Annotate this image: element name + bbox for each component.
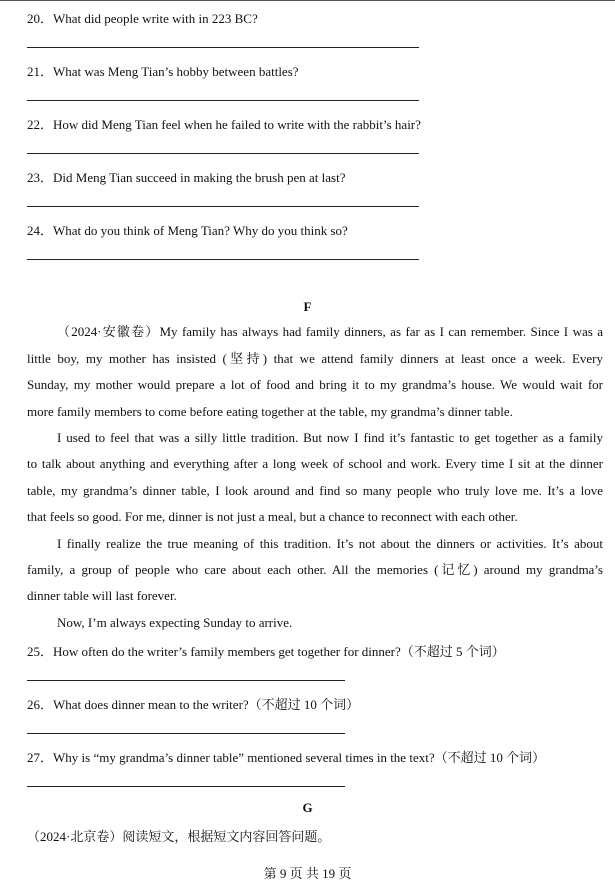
passage-line: Now, I’m always expecting Sunday to arrive.	[57, 615, 293, 630]
question-27	[27, 747, 545, 766]
passage-line: I used to feel that was a silly little tradition. But now I find it’s fantastic to get together as a family	[57, 430, 603, 445]
passage-line: Sunday, my mother would prepare a lot of food and bring it to my grandma’s house. We would wait for	[27, 377, 603, 392]
passage-line: table, my grandma’s dinner table, I look around and find so many people who truly love me. It’s a love	[27, 483, 603, 498]
question-23	[27, 167, 345, 186]
answer-line-25[interactable]	[27, 680, 345, 681]
question-text: How did Meng Tian feel when he failed to write with the rabbit’s hair?	[53, 117, 421, 132]
section-heading-g: G	[302, 800, 313, 815]
passage-line: （2024·安徽卷）My family has always had family dinners, as far as I can remember. Since I was a	[57, 324, 603, 339]
answer-line-21[interactable]	[27, 100, 419, 101]
passage-line: that feels so good. For me, dinner is not just a meal, but a chance to reconnect with each other.	[27, 509, 518, 524]
passage-line: to talk about anything and everything after a long week of school and work. Every time I sit at the dinner	[27, 456, 603, 471]
question-number: 24．	[27, 223, 54, 238]
question-26	[27, 694, 359, 713]
passage-line: more family members to come before eating together at the table, my grandma’s dinner table.	[27, 404, 513, 419]
top-rule	[0, 0, 615, 1]
answer-line-23[interactable]	[27, 206, 419, 207]
section-g-intro: （2024·北京卷）阅读短文，根据短文内容回答问题。	[27, 829, 331, 844]
question-number: 26．	[27, 697, 54, 712]
answer-line-24[interactable]	[27, 259, 419, 260]
question-24	[27, 220, 348, 239]
passage-line: dinner table will last forever.	[27, 588, 177, 603]
question-text: How often do the writer’s family members get together for dinner?（不超过 5 个词）	[53, 644, 505, 659]
question-number: 23．	[27, 170, 54, 185]
question-text: Why is “my grandma’s dinner table” mentioned several times in the text?（不超过 10 个词）	[53, 750, 546, 765]
question-text: Did Meng Tian succeed in making the brush pen at last?	[53, 170, 346, 185]
question-text: What do you think of Meng Tian? Why do you think so?	[53, 223, 348, 238]
question-text: What was Meng Tian’s hobby between battles?	[53, 64, 299, 79]
page-footer: 第 9 页 共 19 页	[263, 866, 352, 881]
question-number: 25．	[27, 644, 54, 659]
question-21	[27, 61, 299, 80]
question-number: 22．	[27, 117, 54, 132]
question-25	[27, 641, 505, 660]
question-number: 21．	[27, 64, 54, 79]
passage-line: family, a group of people who care about each other. All the memories (记忆) around my grandma’s	[27, 562, 603, 577]
question-text: What did people write with in 223 BC?	[53, 11, 258, 26]
question-text: What does dinner mean to the writer?（不超过 10 个词）	[53, 697, 360, 712]
passage-line: little boy, my mother has insisted (坚持) that we attend family dinners at least once a week. Every	[27, 351, 603, 366]
answer-line-20[interactable]	[27, 47, 419, 48]
answer-line-22[interactable]	[27, 153, 419, 154]
question-20	[27, 8, 258, 27]
question-number: 20．	[27, 11, 54, 26]
question-22	[27, 114, 421, 133]
passage-line: I finally realize the true meaning of this tradition. It’s not about the dinners or activities. It’s about	[57, 536, 603, 551]
answer-line-27[interactable]	[27, 786, 345, 787]
answer-line-26[interactable]	[27, 733, 345, 734]
section-heading-f: F	[303, 299, 312, 314]
question-number: 27．	[27, 750, 54, 765]
